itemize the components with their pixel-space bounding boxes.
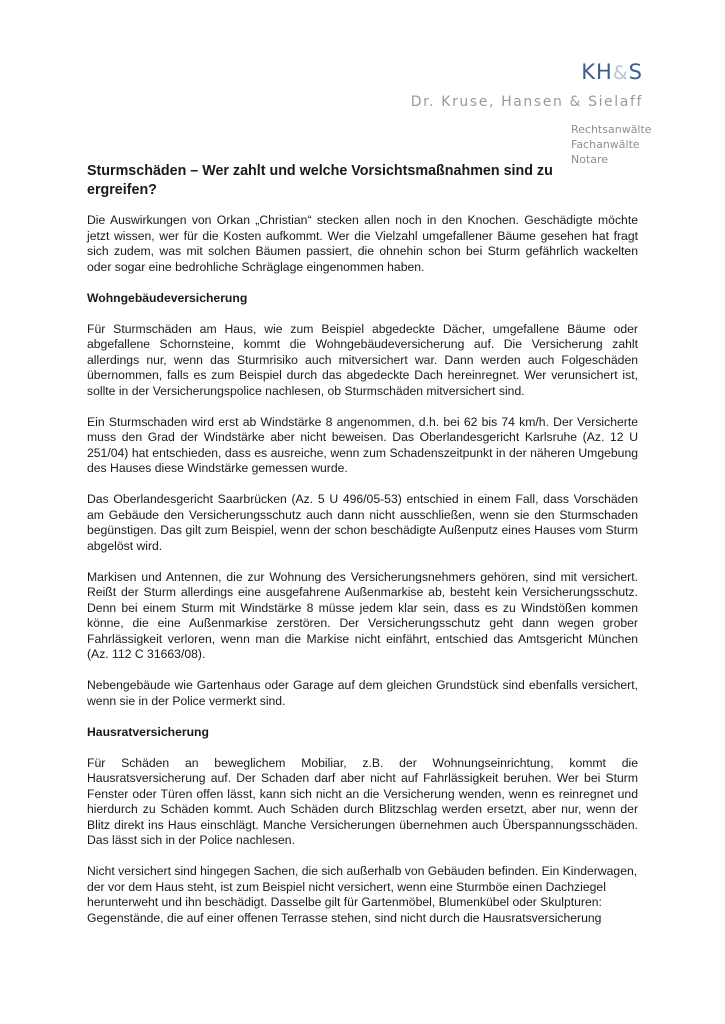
section2-paragraph: Nicht versichert sind hingegen Sachen, die sich außerhalb von Gebäuden befinden. Ein Kinderwagen, der vor dem Haus steht, ist zum Beispiel nicht versichert, wenn eine Sturmböe einen Dachziegel herunterweht und ihn beschädigt. Dasselbe gilt für Gartenmöbel, Blumenkübel oder Skulpturen: Gegenstände, die auf einer offenen Terrasse stehen, sind nicht durch die Hausratsversicherung [87, 864, 638, 925]
logo-initials-right: S [628, 60, 643, 84]
profession-item: Fachanwälte [571, 138, 640, 151]
logo-initials-left: KH [581, 60, 613, 84]
article-title: Sturmschäden – Wer zahlt und welche Vorsichtsmaßnahmen sind zu ergreifen? [87, 163, 553, 198]
profession-item: Notare [571, 153, 609, 166]
section-heading-wohngebaeude: Wohngebäudeversicherung [87, 290, 248, 305]
section2-paragraph: Für Schäden an beweglichem Mobiliar, z.B. der Wohnungseinrichtung, kommt die Hausratsversicherung auf. Der Schaden darf aber nicht auf Fahrlässigkeit beruhen. Wer bei Sturm Fenster oder Türen offen lässt, kann sich nicht an die Versicherung wenden, wenn es reinregnet und hierdurch zu Schäden kommt. Auch Schäden durch Blitzschlag werden ersetzt, aber nur, wenn der Blitz direkt ins Haus einschlägt. Manche Versicherungen übernehmen auch Überspannungsschäden. Das lässt sich in der Police nachlesen. [87, 755, 638, 847]
intro-paragraph: Die Auswirkungen von Orkan „Christian“ stecken allen noch in den Knochen. Geschädigte möchte jetzt wissen, wer für die Kosten aufkommt. Wer die Vielzahl umgefallener Bäume gesehen hat fragt sich zudem, was mit solchen Bäumen passiert, die ohnehin schon bei Sturm gefährlich wackelten oder sogar eine bedrohliche Schräglage eingenommen haben. [87, 213, 638, 274]
professions-list [571, 122, 652, 167]
article-body [87, 162, 638, 942]
letterhead [0, 0, 725, 170]
section1-paragraph: Für Sturmschäden am Haus, wie zum Beispiel abgedeckte Dächer, umgefallene Bäume oder abgefallene Schornsteine, kommt die Wohngebäudeversicherung auf. Die Versicherung zahlt allerdings nur, wenn das Sturmrisiko auch mitversichert war. Dann werden auch Folgeschäden übernommen, falls es zum Beispiel durch das abgedeckte Dach hereinregnet. Wer verunsichert ist, sollte in der Versicherungspolice nachlesen, ob Sturmschäden mitversichert sind. [87, 321, 638, 398]
profession-item: Rechtsanwälte [571, 123, 652, 136]
section1-paragraph: Nebengebäude wie Gartenhaus oder Garage auf dem gleichen Grundstück sind ebenfalls versichert, wenn sie in der Police vermerkt sind. [87, 678, 638, 708]
firm-name: Dr. Kruse, Hansen & Sielaff [410, 94, 643, 110]
section-heading-hausrat: Hausratversicherung [87, 724, 209, 739]
firm-logo [581, 62, 643, 83]
section1-paragraph: Ein Sturmschaden wird erst ab Windstärke 8 angenommen, d.h. bei 62 bis 74 km/h. Der Versicherte muss den Grad der Windstärke aber nicht beweisen. Das Oberlandesgericht Karlsruhe (Az. 12 U 251/04) hat entschieden, dass es ausreiche, wenn zum Schadenszeitpunkt in der näheren Umgebung des Hauses diese Windstärke gemessen wurde. [87, 414, 638, 475]
section1-paragraph: Das Oberlandesgericht Saarbrücken (Az. 5 U 496/05-53) entschied in einem Fall, dass Vorschäden am Gebäude den Versicherungsschutz auch dann nicht ausschließen, wenn sie den Sturmschaden begünstigen. Das gilt zum Beispiel, wenn der schon beschädigte Außenputz eines Hauses vom Sturm abgelöst wird. [87, 492, 638, 553]
logo-ampersand: & [612, 62, 629, 84]
section1-paragraph: Markisen und Antennen, die zur Wohnung des Versicherungsnehmers gehören, sind mit versichert. Reißt der Sturm allerdings eine ausgefahrene Außenmarkise ab, besteht kein Versicherungsschutz. Denn bei einem Sturm mit Windstärke 8 müsse jedem klar sein, dass es zu Windstößen kommen könne, die eine Außenmarkise zerstören. Der Versicherungsschutz geht dann wegen grober Fahrlässigkeit verloren, wenn man die Markise nicht einfährt, entschied das Amtsgericht München (Az. 112 C 31663/08). [87, 569, 638, 661]
